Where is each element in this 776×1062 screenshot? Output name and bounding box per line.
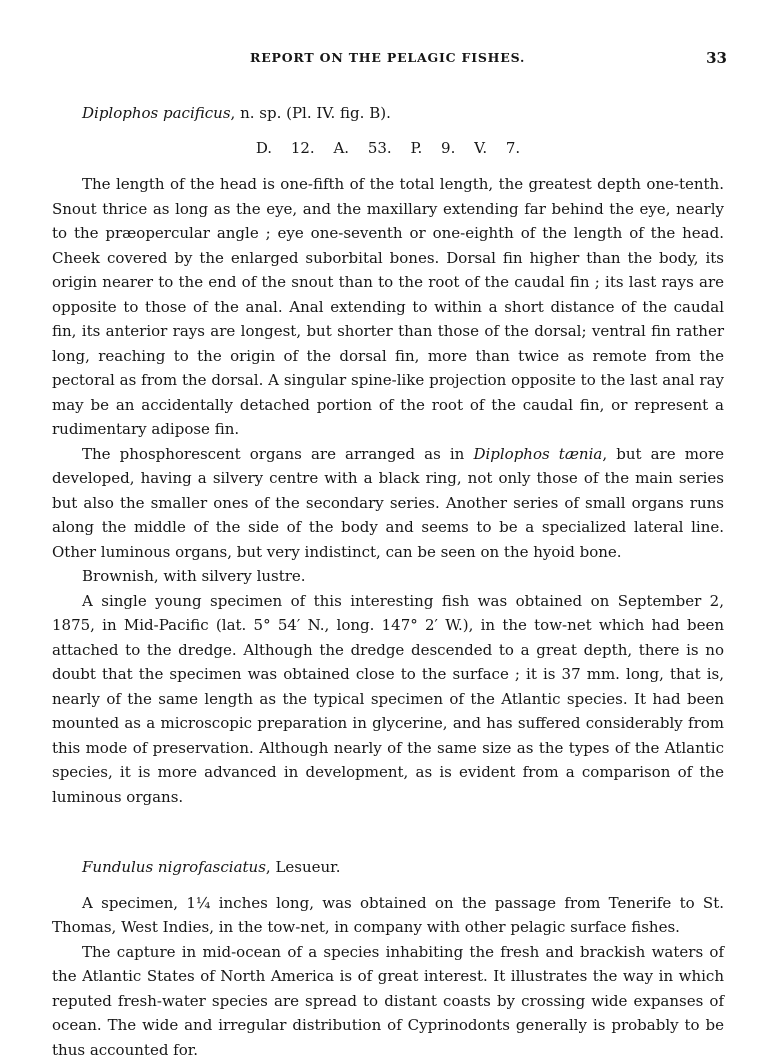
species-name: Diplophos pacificus — [82, 104, 231, 122]
page-body — [52, 101, 724, 1062]
species-name: Fundulus nigrofasciatus — [82, 858, 266, 876]
species-author: , n. sp. (Pl. IV. fig. B). — [231, 104, 391, 122]
species-section-diplophos — [52, 101, 724, 809]
species-heading — [82, 855, 724, 880]
description-paragraph: The length of the head is one-fifth of the total length, the greatest depth one-tenth. Snout thrice as long as the eye, and the maxillary extending far behind the eye, nearly to the præopercular angle ; eye one-seventh or one-eighth of the length of the head. Cheek covered by the enlarged suborbital bones. Dorsal fin higher than the body, its origin nearer to the end of the snout than to the root of the caudal fin ; its last rays are opposite to those of the anal. Anal extending to within a short distance of the caudal fin, its anterior rays are longest, but shorter than those of the dorsal; ventral fin rather long, reaching to the origin of the dorsal fin, more than twice as remote from the pectoral as from the dorsal. A singular spine-like projection opposite to the last anal ray may be an accidentally detached portion of the root of the caudal fin, or represent a rudimentary adipose fin. — [52, 172, 724, 442]
paragraph-text: inches long, was obtained on the passage from Tenerife to St. Thomas, West Indies, in the tow-net, in company with other pelagic surface fishes. — [52, 894, 724, 937]
fin-formula: D. 12. A. 53. P. 9. V. 7. — [52, 136, 724, 161]
running-head — [0, 50, 776, 70]
species-reference: Diplophos tænia — [473, 445, 602, 463]
specimen-paragraph: A single young specimen of this interesting fish was obtained on September 2, 1875, in Mid-Pacific (lat. 5° 54′ N., long. 147° 2′ W.), in the tow-net which had been attached to the dredge. Although the dredge descended to a great depth, there is no doubt that the specimen was obtained close to the surface ; it is 37 mm. long, that is, nearly of the same length as the typical specimen of the Atlantic species. It had been mounted as a microscopic preparation in glycerine, and has suffered considerably from this mode of preservation. Although nearly of the same size as the types of the Atlantic species, it is more advanced in development, as is evident from a comparison of the luminous organs. — [52, 589, 724, 810]
fraction: ¼ — [196, 894, 211, 912]
species-author: , Lesueur. — [266, 858, 341, 876]
paragraph-text: A specimen, 1 — [82, 894, 196, 912]
species-section-fundulus — [52, 855, 724, 1062]
paragraph-text: , but are more developed, having a silvery centre with a black ring, not only those of the main series but also the smaller ones of the secondary series. Another series of small organs runs along the middle of the side of the body and seems to be a specialized lateral line. Other luminous organs, but very indistinct, can be seen on the hyoid bone. — [52, 445, 724, 561]
page-number: 33 — [706, 49, 727, 67]
distribution-paragraph: The capture in mid-ocean of a species inhabiting the fresh and brackish waters of the Atlantic States of North America is of great interest. It illustrates the way in which reputed fresh-water species are spread to distant coasts by crossing wide expanses of ocean. The wide and irregular distribution of Cyprinodonts generally is probably to be thus accounted for. — [52, 940, 724, 1062]
section-gap — [52, 809, 724, 855]
specimen-paragraph — [52, 891, 724, 940]
paragraph-text: The phosphorescent organs are arranged as in — [82, 445, 473, 463]
colour-paragraph: Brownish, with silvery lustre. — [52, 564, 724, 589]
running-title: REPORT ON THE PELAGIC FISHES. — [250, 50, 525, 65]
species-heading — [82, 101, 724, 126]
phosphorescent-paragraph — [52, 442, 724, 565]
